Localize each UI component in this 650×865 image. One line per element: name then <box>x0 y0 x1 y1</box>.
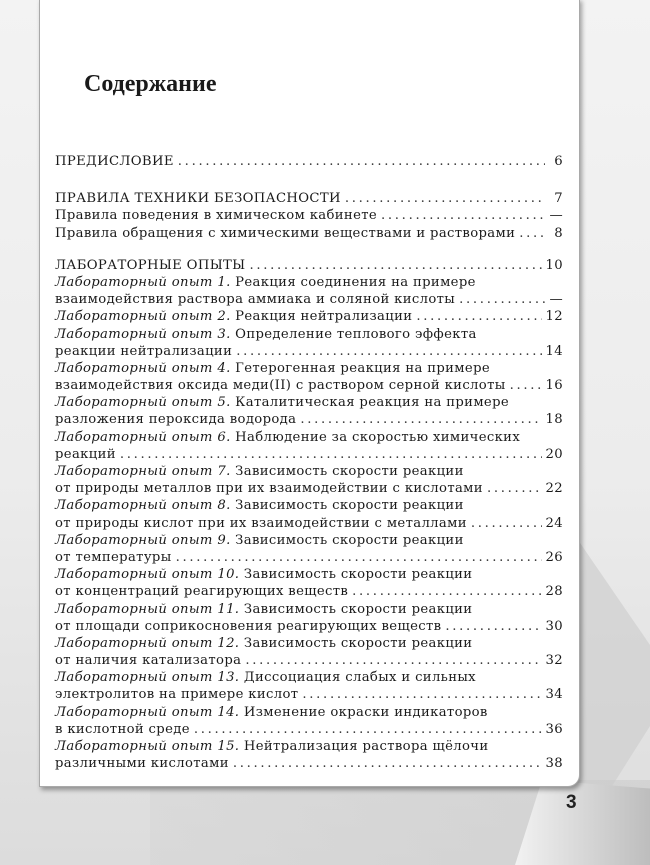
lab-entry-text <box>55 308 412 325</box>
lab-title-continued: электролитов на примере кислот <box>55 687 299 703</box>
lab-title-continued: от природы кислот при их взаимодействии с металлами <box>55 515 467 531</box>
lab-entry-title-line[interactable] <box>55 360 563 377</box>
lab-label: Лабораторный опыт 4. <box>55 360 231 376</box>
toc-subentry[interactable]: Правила обращения с химическими веществами и растворами . . . 8 <box>55 225 563 242</box>
page-ref: 28 <box>545 584 563 600</box>
lab-title-continued: различными кислотами <box>55 756 229 772</box>
lab-entry-title-line[interactable] <box>55 669 563 686</box>
toc-entry-preface[interactable]: ПРЕДИСЛОВИЕ . . . 6 <box>55 153 563 170</box>
lab-title: Зависимость скорости реакции <box>243 635 473 651</box>
lab-title-continued: реакций <box>55 446 116 462</box>
page-ref: 32 <box>545 653 563 669</box>
dot-leader <box>510 377 542 394</box>
page-ref: 7 <box>554 191 563 207</box>
lab-title: Нейтрализация раствора щёлочи <box>243 739 489 754</box>
dot-leader <box>416 308 541 325</box>
lab-title: Диссоциация слабых и сильных <box>243 670 476 686</box>
lab-entry-text <box>55 394 509 411</box>
lab-entry-continuation-line[interactable] <box>55 721 563 738</box>
lab-title-continued: взаимодействия раствора аммиака и соляной кислоты <box>55 292 456 308</box>
lab-entry-text <box>55 463 464 480</box>
lab-entry-continuation-line[interactable] <box>55 480 563 497</box>
lab-entry-text <box>55 738 489 755</box>
lab-entry-text <box>55 429 520 446</box>
lab-entry-text <box>55 274 476 291</box>
page-ref: 6 <box>554 154 563 169</box>
lab-entry-continuation-line[interactable] <box>55 583 563 600</box>
dot-leader <box>381 207 545 224</box>
lab-label: Лабораторный опыт 1. <box>55 274 231 290</box>
lab-entry[interactable] <box>55 308 563 325</box>
lab-title-continued: реакции нейтрализации <box>55 343 233 359</box>
page-ref: 18 <box>545 412 563 428</box>
lab-entry-title-line[interactable] <box>55 429 563 446</box>
lab-entry-title-line[interactable] <box>55 704 563 721</box>
lab-entry-continuation-line[interactable] <box>55 618 563 635</box>
lab-title: Каталитическая реакция на примере <box>235 395 510 411</box>
dot-leader <box>178 153 545 170</box>
dot-leader <box>236 343 541 360</box>
dot-leader <box>233 755 542 772</box>
lab-title: Зависимость скорости реакции <box>243 601 473 617</box>
lab-title: Реакция нейтрализации <box>235 309 413 325</box>
lab-entry-continuation-line[interactable] <box>55 686 563 703</box>
page-ref: 20 <box>545 446 563 462</box>
page-ref: 14 <box>545 343 563 359</box>
lab-title-continued: от площади соприкосновения реагирующих веществ <box>55 618 442 634</box>
lab-title: Зависимость скорости реакции <box>235 464 464 479</box>
page-ref: 38 <box>545 756 563 772</box>
lab-entry-continuation-line[interactable] <box>55 549 563 566</box>
lab-entry-text <box>55 532 464 549</box>
lab-title-continued: в кислотной среде <box>55 721 190 737</box>
lab-label: Лабораторный опыт 12. <box>55 635 240 651</box>
dot-leader <box>445 618 541 635</box>
lab-label: Лабораторный опыт 7. <box>55 464 231 479</box>
page-ref: 8 <box>554 225 563 241</box>
lab-label: Лабораторный опыт 15. <box>55 739 240 754</box>
dot-leader <box>120 446 542 463</box>
page-number: 3 <box>566 792 577 813</box>
lab-entry-text <box>55 601 472 618</box>
lab-entry-text <box>55 635 472 652</box>
table-of-contents <box>55 153 563 772</box>
lab-label: Лабораторный опыт 8. <box>55 498 231 514</box>
dot-leader <box>352 583 541 600</box>
lab-label: Лабораторный опыт 10. <box>55 567 240 583</box>
lab-entry-title-line[interactable] <box>55 326 563 343</box>
dot-leader <box>487 480 542 497</box>
dot-leader <box>471 515 542 532</box>
lab-entry-continuation-line[interactable] <box>55 377 563 394</box>
dot-leader <box>194 721 542 738</box>
page-ref: — <box>549 292 563 308</box>
lab-entry-continuation-line[interactable] <box>55 411 563 428</box>
lab-title: Зависимость скорости реакции <box>235 532 464 548</box>
lab-entry-continuation-line[interactable] <box>55 291 563 308</box>
page-ref: 16 <box>545 378 563 394</box>
lab-label: Лабораторный опыт 11. <box>55 601 240 617</box>
toc-entry-labs[interactable]: ЛАБОРАТОРНЫЕ ОПЫТЫ . . . 10 <box>55 257 563 274</box>
page-ref: 10 <box>545 257 563 273</box>
page-title: Содержание <box>84 71 217 97</box>
dot-leader <box>176 549 542 566</box>
lab-entry-title-line[interactable] <box>55 532 563 549</box>
lab-title-continued: от температуры <box>55 549 172 565</box>
lab-entry-text <box>55 669 476 686</box>
dot-leader <box>250 257 542 274</box>
lab-title-continued: от концентраций реагирующих веществ <box>55 584 349 600</box>
lab-label: Лабораторный опыт 6. <box>55 429 231 445</box>
dot-leader <box>302 686 541 703</box>
lab-label: Лабораторный опыт 13. <box>55 670 240 686</box>
lab-label: Лабораторный опыт 9. <box>55 532 231 548</box>
lab-entry-title-line[interactable] <box>55 463 563 480</box>
lab-entry-continuation-line[interactable] <box>55 652 563 669</box>
dot-leader <box>519 225 545 242</box>
dot-leader <box>245 652 541 669</box>
lab-title-continued: от наличия катализатора <box>55 653 242 669</box>
lab-entry-title-line[interactable] <box>55 274 563 291</box>
lab-label: Лабораторный опыт 3. <box>55 326 231 342</box>
toc-subentry[interactable]: Правила поведения в химическом кабинете . . . — <box>55 207 563 224</box>
lab-entry-text <box>55 326 477 343</box>
lab-label: Лабораторный опыт 5. <box>55 395 231 411</box>
lab-title: Реакция соединения на примере <box>235 274 476 290</box>
toc-entry-safety[interactable]: ПРАВИЛА ТЕХНИКИ БЕЗОПАСНОСТИ . . . 7 <box>55 190 563 207</box>
lab-label: Лабораторный опыт 2. <box>55 309 231 325</box>
page-ref: 12 <box>545 309 563 325</box>
lab-title-continued: разложения пероксида водорода <box>55 412 297 428</box>
lab-title-continued: взаимодействия оксида меди(II) с раствором серной кислоты <box>55 378 506 394</box>
page-ref: 24 <box>545 515 563 531</box>
lab-label: Лабораторный опыт 14. <box>55 704 240 720</box>
lab-entry-text <box>55 360 490 377</box>
page-ref: 36 <box>545 721 563 737</box>
page-ref: 22 <box>545 481 563 497</box>
lab-entry-continuation-line[interactable] <box>55 515 563 532</box>
labs-list <box>55 274 563 772</box>
lab-entry-title-line[interactable] <box>55 566 563 583</box>
page-ref: 30 <box>545 618 563 634</box>
lab-entry-title-line[interactable] <box>55 635 563 652</box>
lab-title: Зависимость скорости реакции <box>235 498 464 514</box>
page-ref: — <box>549 208 563 224</box>
lab-entry-continuation-line[interactable] <box>55 343 563 360</box>
lab-title: Изменение окраски индикаторов <box>243 704 488 720</box>
lab-title: Гетерогенная реакция на примере <box>235 360 491 376</box>
lab-entry-title-line[interactable] <box>55 738 563 755</box>
lab-entry-text <box>55 566 472 583</box>
lab-title: Определение теплового эффекта <box>235 326 477 342</box>
lab-title: Наблюдение за скоростью химических <box>235 429 521 445</box>
lab-entry-title-line[interactable] <box>55 394 563 411</box>
lab-entry-text <box>55 704 488 721</box>
dot-leader <box>459 291 545 308</box>
lab-entry-title-line[interactable] <box>55 497 563 514</box>
page-ref: 34 <box>545 687 563 703</box>
dot-leader <box>345 190 545 207</box>
lab-entry-text <box>55 497 464 514</box>
lab-entry-continuation-line[interactable] <box>55 755 563 772</box>
contents-panel <box>39 0 580 787</box>
page-ref: 26 <box>545 549 563 565</box>
lab-entry-title-line[interactable] <box>55 601 563 618</box>
lab-title-continued: от природы металлов при их взаимодействии с кислотами <box>55 481 483 497</box>
lab-title: Зависимость скорости реакции <box>243 567 473 583</box>
lab-entry-continuation-line[interactable] <box>55 446 563 463</box>
dot-leader <box>300 411 541 428</box>
